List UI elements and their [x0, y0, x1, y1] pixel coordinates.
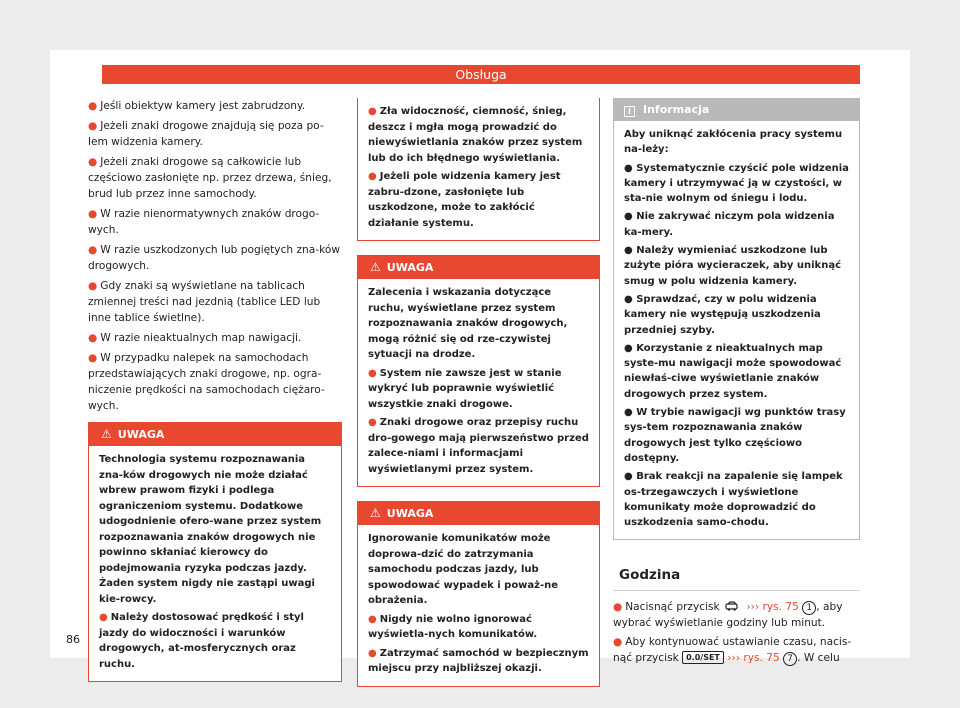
list-item: ● Jeśli obiektyw kamery jest zabrudzony.: [88, 100, 306, 112]
list-item: ● W razie nienormatywnych znaków drogo-wych.: [88, 208, 320, 236]
column-left: [88, 98, 342, 682]
list-item: ● Zła widoczność, ciemność, śnieg, deszcz i mgła mogą prowadzić do niewyświetlania znaków przez system lub do ich błędnego wyświetlania.: [368, 106, 583, 164]
warning-box: [357, 255, 600, 487]
list-item: ● W przypadku nalepek na samochodach przedstawiających znaki drogowe, np. ogra-niczenie prędkości na samochodach ciężaro-wych.: [88, 352, 325, 412]
list-item: ● Znaki drogowe oraz przepisy ruchu dro-gowego mają pierwszeństwo przed zalece-niami i informacjami wyświetlanymi przez system.: [368, 417, 589, 475]
list-item: ● Nigdy nie wolno ignorować wyświetla-nych komunikatów.: [368, 613, 538, 640]
info-text: Aby uniknąć zakłócenia pracy systemu na-leży:: [624, 129, 843, 156]
set-key-icon: 0.0/SET: [682, 651, 724, 664]
info-icon: i: [624, 106, 635, 117]
section-title: Godzina: [613, 560, 860, 591]
figure-reference-link[interactable]: ››› rys. 75: [727, 652, 780, 665]
car-clock-icon: [725, 601, 741, 611]
instruction-paragraph: ● Nacisnąć przycisk ››› rys. 75 1 , aby wybrać wyświetlanie godziny lub minut.: [613, 601, 843, 630]
warning-text: Ignorowanie komunikatów może doprowa-dzić do zatrzymania samochodu podczas jazdy, lub spowodować wypadek i poważ-ne obrażenia.: [368, 533, 559, 606]
list-item: ● Jeżeli pole widzenia kamery jest zabru-dzone, zasłonięte lub uszkodzone, może to zakłócić działanie systemu.: [368, 171, 561, 229]
list-item: ● W razie uszkodzonych lub pogiętych zna-ków drogowych.: [88, 244, 340, 272]
list-item: ● W trybie nawigacji wg punktów trasy sys-tem rozpoznawania znaków drogowych jest tylko częściowo dostępny.: [624, 407, 846, 464]
warning-header: ⚠ UWAGA: [89, 423, 341, 446]
list-item: ● Nie zakrywać niczym pola widzenia ka-mery.: [624, 211, 835, 238]
warning-text: Zalecenia i wskazania dotyczące ruchu, wyświetlane przez system rozpoznawania znaków drogowych, mogą różnić się od rze-czywistej sytuacji na drodze.: [368, 287, 568, 360]
list-item: ● W razie nieaktualnych map nawigacji.: [88, 332, 302, 344]
info-box: [613, 98, 860, 540]
list-item: ● Jeżeli znaki drogowe są całkowicie lub częściowo zasłonięte np. przez drzewa, śnieg, brud lub przez inne samochody.: [88, 156, 332, 200]
warning-header: ⚠ UWAGA: [358, 256, 599, 279]
warning-triangle-icon: ⚠: [370, 260, 381, 274]
list-item: ● Brak reakcji na zapalenie się lampek os-trzegawczych i wyświetlone komunikaty może doprowadzić do uszkodzenia samo-chodu.: [624, 471, 843, 529]
figure-reference-link[interactable]: ››› rys. 75: [746, 601, 799, 614]
callout-number: 1: [802, 601, 816, 615]
warning-header: ⚠ UWAGA: [358, 502, 599, 525]
page-number: 86: [66, 633, 80, 646]
list-item: ● Korzystanie z nieaktualnych map syste-mu nawigacji może spowodować niewłaś-ciwe wyświetlanie znaków drogowych przez system.: [624, 342, 842, 400]
list-item: ● System nie zawsze jest w stanie wykryć lub poprawnie wyświetlić wszystkie znaki drogowe.: [368, 367, 562, 410]
list-item: ● Sprawdzać, czy w polu widzenia kamery nie występują uszkodzenia przedniej szyby.: [624, 293, 821, 336]
warning-triangle-icon: ⚠: [101, 427, 112, 441]
list-item: ● Należy wymieniać uszkodzone lub zużyte pióra wycieraczek, aby uniknąć smug w polu widzenia kamery.: [624, 245, 841, 287]
page-header: Obsługa: [102, 65, 860, 84]
column-middle: [357, 98, 600, 687]
list-item: ● Gdy znaki są wyświetlane na tablicach zmiennej treści nad jezdnią (tablice LED lub inne tablice świetlne).: [88, 280, 321, 324]
warning-triangle-icon: ⚠: [370, 506, 381, 520]
warning-box: [357, 501, 600, 687]
warning-text: Technologia systemu rozpoznawania zna-ków drogowych nie może działać wbrew prawom fizyki i podlega ograniczeniom systemu. Dodatkowe udogodnienie ofero-wane przez system rozpoznawania znaków drogowych nie powinno skłaniać kierowcy do podejmowania ryzyka podczas jazdy. Żaden system nigdy nie zastąpi uwagi kie-rowcy.: [99, 454, 322, 605]
column-right: [613, 98, 860, 666]
list-item: ● Jeżeli znaki drogowe znajdują się poza po-lem widzenia kamery.: [88, 120, 324, 148]
info-header: i Informacja: [614, 99, 859, 121]
warning-box-continued: [357, 98, 600, 241]
list-item: ● Systematycznie czyścić pole widzenia kamery i utrzymywać ją w czystości, w sta-nie wolnym od śniegu i lodu.: [624, 162, 849, 205]
conditions-list: [88, 98, 342, 414]
instruction-paragraph: ● Aby kontynuować ustawianie czasu, nacis-nąć przycisk 0.0/SET ››› rys. 75 7 . W celu: [613, 636, 852, 665]
list-item: ● Zatrzymać samochód w bezpiecznym miejscu przy najbliższej okazji.: [368, 647, 589, 674]
callout-number: 7: [783, 652, 797, 666]
list-item: ● Należy dostosować prędkość i styl jazdy do widoczności i warunków drogowych, at-mosferycznych oraz ruchu.: [99, 612, 304, 670]
warning-box: [88, 422, 342, 682]
